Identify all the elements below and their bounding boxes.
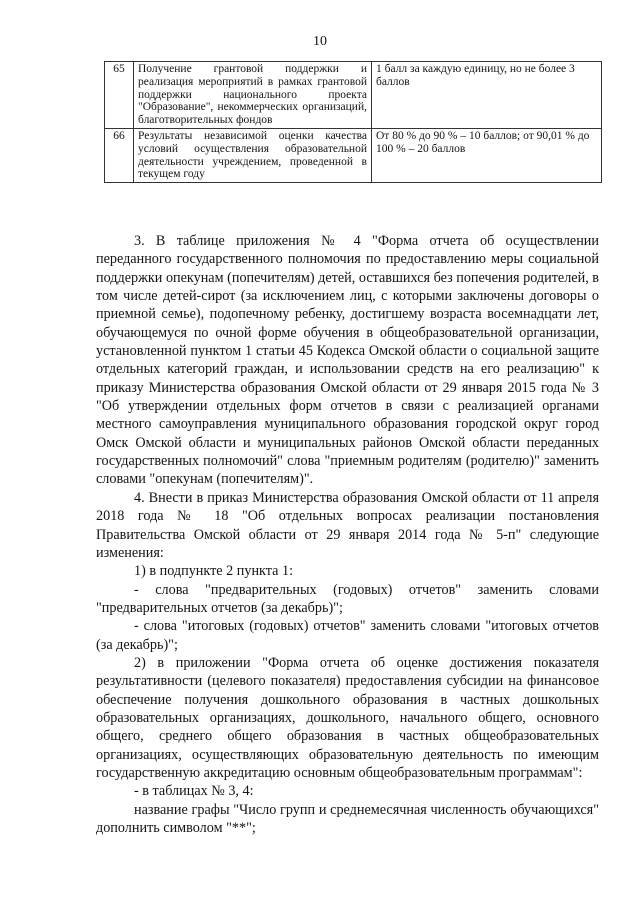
paragraph: 4. Внести в приказ Министерства образования Омской области от 11 апреля 2018 года № 18 "Об отдельных вопросах реализации постановления Правительства Омской области от 29 января 2014 года № 5-п" следующие изменения:: [96, 489, 599, 561]
table-row: [105, 128, 602, 182]
criterion-score: От 80 % до 90 % – 10 баллов; от 90,01 % до 100 % – 20 баллов: [372, 128, 602, 182]
row-number: 65: [105, 62, 134, 129]
paragraph: 2) в приложении "Форма отчета об оценке достижения показателя результативности (целевого показателя) предоставления субсидии на финансовое обеспечение получения дошкольного образования в частных дошкольных образовательных организациях, дошкольного, начального общего, основного общего, среднего общего образования в частных общеобразовательных организациях, осуществляющих образовательную деятельность по имеющим государственную аккредитацию основным общеобразовательным программам":: [96, 654, 599, 781]
paragraph: - слова "итоговых (годовых) отчетов" заменить словами "итоговых отчетов (за декабрь)";: [96, 618, 599, 653]
page-number: 10: [313, 34, 327, 49]
paragraph: название графы "Число групп и среднемесячная численность обучающихся" дополнить символом "**";: [96, 801, 599, 836]
criterion-name: Получение грантовой поддержки и реализация мероприятий в рамках грантовой поддержки национального проекта "Образование", некоммерческих организаций, благотворительных фондов: [134, 62, 372, 129]
body-text: [96, 232, 599, 837]
paragraph: - слова "предварительных (годовых) отчетов" заменить словами "предварительных отчетов (за декабрь)";: [96, 581, 599, 616]
row-number: 66: [105, 128, 134, 182]
criterion-score: 1 балл за каждую единицу, но не более 3 баллов: [372, 62, 602, 129]
paragraph: - в таблицах № 3, 4:: [134, 783, 254, 800]
criteria-table: [104, 61, 602, 183]
criterion-name: Результаты независимой оценки качества условий осуществления образовательной деятельности учреждением, проведенной в текущем году: [134, 128, 372, 182]
paragraph: 1) в подпункте 2 пункта 1:: [134, 563, 294, 580]
paragraph: 3. В таблице приложения № 4 "Форма отчета об осуществлении переданного государственного полномочия по предоставлению меры социальной поддержки опекунам (попечителям) детей, оставшихся без попечения родителей, в том числе детей-сирот (за исключением лиц, с которыми заключены договоры о приемной семье), подопечному ребенку, достигшему возраста восемнадцати лет, обучающемуся по очной форме обучения в общеобразовательной организации, установленной пунктом 1 статьи 45 Кодекса Омской области о социальной защите отдельных категорий граждан, и использовании средств на его реализацию" к приказу Министерства образования Омской области от 29 января 2015 года № 3 "Об утверждении отдельных форм отчетов в связи с реализацией органами местного самоуправления муниципального образования городской округ город Омск Омской области и муниципальных районов Омской области переданных государственных полномочий" слова "приемным родителям (родителю)" заменить словами "опекунам (попечителям)".: [96, 233, 599, 488]
table-row: [105, 62, 602, 129]
